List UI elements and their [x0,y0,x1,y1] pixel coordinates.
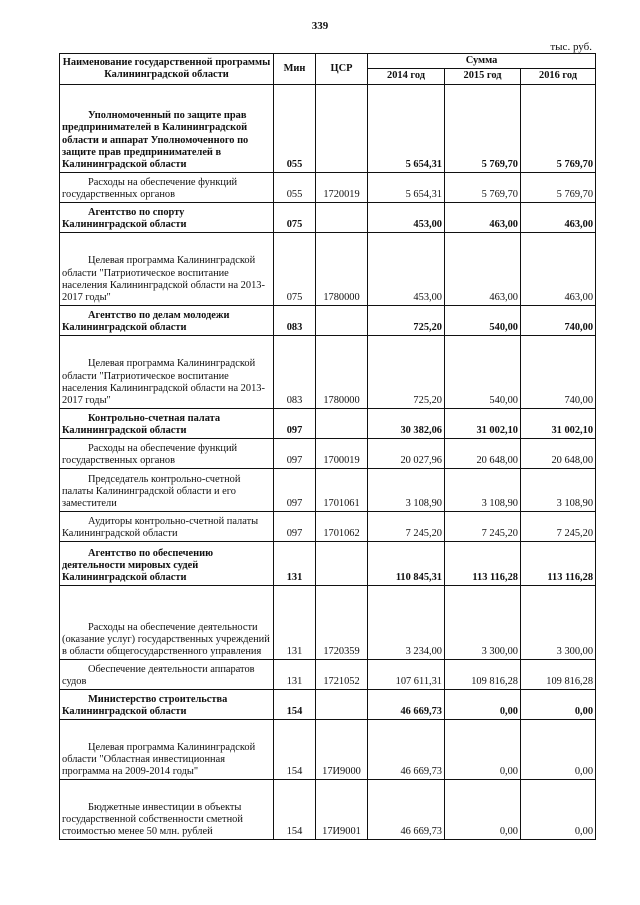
row-2015: 0,00 [445,689,521,719]
table-row [60,541,596,585]
row-name: Бюджетные инвестиции в объекты государственной собственности сметной стоимостью менее 50 млн. рублей [60,779,274,839]
row-2016: 7 245,20 [521,511,596,541]
row-min: 097 [274,408,316,438]
row-min: 131 [274,585,316,659]
row-2016: 740,00 [521,335,596,408]
row-2015: 113 116,28 [445,541,521,585]
row-csr: 17И9000 [316,719,368,779]
header-csr: ЦСР [316,54,368,85]
row-2016: 463,00 [521,202,596,232]
row-csr [316,408,368,438]
row-name: Расходы на обеспечение функций государственных органов [60,438,274,468]
table-row [60,689,596,719]
row-min: 083 [274,335,316,408]
row-2016: 0,00 [521,779,596,839]
table-row [60,232,596,305]
row-name: Расходы на обеспечение функций государственных органов [60,172,274,202]
row-csr: 1700019 [316,438,368,468]
row-min: 154 [274,689,316,719]
row-csr [316,84,368,172]
row-min: 131 [274,541,316,585]
row-2014: 107 611,31 [368,659,445,689]
table-row [60,202,596,232]
row-name: Обеспечение деятельности аппаратов судов [60,659,274,689]
table-row [60,172,596,202]
row-2015: 540,00 [445,305,521,335]
header-2015: 2015 год [445,69,521,84]
header-2014: 2014 год [368,69,445,84]
row-csr [316,541,368,585]
row-name: Агентство по обеспечению деятельности мировых судей Калининградской области [60,541,274,585]
row-name: Министерство строительства Калининградской области [60,689,274,719]
row-2014: 46 669,73 [368,779,445,839]
row-name: Расходы на обеспечение деятельности (оказание услуг) государственных учреждений в области общегосударственного управления [60,585,274,659]
row-min: 131 [274,659,316,689]
table-row [60,468,596,511]
row-name: Целевая программа Калининградской области "Патриотическое воспитание населения Калининградской области на 2013-2017 годы" [60,335,274,408]
row-min: 055 [274,172,316,202]
header-name: Наименование государственной программы Калининградской области [60,54,274,85]
row-csr [316,305,368,335]
row-2015: 463,00 [445,232,521,305]
table-row [60,511,596,541]
row-csr: 1720359 [316,585,368,659]
row-2015: 20 648,00 [445,438,521,468]
row-2014: 110 845,31 [368,541,445,585]
budget-table [59,53,596,840]
row-csr [316,689,368,719]
row-2015: 109 816,28 [445,659,521,689]
header-2016: 2016 год [521,69,596,84]
row-2014: 3 234,00 [368,585,445,659]
row-2014: 725,20 [368,305,445,335]
table-row [60,659,596,689]
row-2015: 3 108,90 [445,468,521,511]
row-min: 097 [274,511,316,541]
row-csr: 1701062 [316,511,368,541]
row-2014: 7 245,20 [368,511,445,541]
table-row [60,335,596,408]
row-2014: 46 669,73 [368,719,445,779]
row-2015: 5 769,70 [445,172,521,202]
row-min: 075 [274,232,316,305]
row-name: Агентство по спорту Калининградской области [60,202,274,232]
row-2015: 7 245,20 [445,511,521,541]
row-2014: 20 027,96 [368,438,445,468]
row-2014: 453,00 [368,232,445,305]
table-row [60,438,596,468]
row-csr [316,202,368,232]
row-2016: 31 002,10 [521,408,596,438]
row-2015: 5 769,70 [445,84,521,172]
row-csr: 1720019 [316,172,368,202]
row-csr: 1701061 [316,468,368,511]
row-2015: 463,00 [445,202,521,232]
row-name: Аудиторы контрольно-счетной палаты Калининградской области [60,511,274,541]
row-min: 154 [274,719,316,779]
row-min: 083 [274,305,316,335]
row-2014: 46 669,73 [368,689,445,719]
row-2016: 5 769,70 [521,172,596,202]
row-2016: 3 300,00 [521,585,596,659]
row-2016: 109 816,28 [521,659,596,689]
row-name: Целевая программа Калининградской области "Областная инвестиционная программа на 2009-2014 годы" [60,719,274,779]
row-csr: 1780000 [316,335,368,408]
row-2016: 0,00 [521,689,596,719]
header-sum: Сумма [368,54,596,69]
page-number: 339 [311,20,329,32]
row-2014: 725,20 [368,335,445,408]
row-name: Контрольно-счетная палата Калининградской области [60,408,274,438]
units-label: тыс. руб. [550,41,592,53]
row-2016: 0,00 [521,719,596,779]
row-csr: 17И9001 [316,779,368,839]
row-2014: 30 382,06 [368,408,445,438]
row-min: 097 [274,468,316,511]
table-row [60,305,596,335]
row-csr: 1780000 [316,232,368,305]
row-2015: 31 002,10 [445,408,521,438]
row-2015: 0,00 [445,719,521,779]
row-2014: 3 108,90 [368,468,445,511]
row-min: 055 [274,84,316,172]
row-2016: 5 769,70 [521,84,596,172]
table-row [60,408,596,438]
row-min: 097 [274,438,316,468]
row-name: Уполномоченный по защите прав предпринимателей в Калининградской области и аппарат Уполномоченного по защите прав предпринимателей в Калининградской области [60,84,274,172]
row-name: Целевая программа Калининградской области "Патриотическое воспитание населения Калининградской области на 2013-2017 годы" [60,232,274,305]
row-2015: 540,00 [445,335,521,408]
row-2016: 740,00 [521,305,596,335]
header-min: Мин [274,54,316,85]
row-2015: 0,00 [445,779,521,839]
row-2016: 3 108,90 [521,468,596,511]
row-2016: 113 116,28 [521,541,596,585]
row-2016: 20 648,00 [521,438,596,468]
row-2016: 463,00 [521,232,596,305]
row-min: 075 [274,202,316,232]
row-min: 154 [274,779,316,839]
table-row [60,585,596,659]
row-2014: 5 654,31 [368,84,445,172]
row-csr: 1721052 [316,659,368,689]
row-2014: 453,00 [368,202,445,232]
table-row [60,719,596,779]
row-2014: 5 654,31 [368,172,445,202]
table-row [60,779,596,839]
table-row [60,84,596,172]
row-name: Агентство по делам молодежи Калининградской области [60,305,274,335]
row-2015: 3 300,00 [445,585,521,659]
row-name: Председатель контрольно-счетной палаты Калининградской области и его заместители [60,468,274,511]
